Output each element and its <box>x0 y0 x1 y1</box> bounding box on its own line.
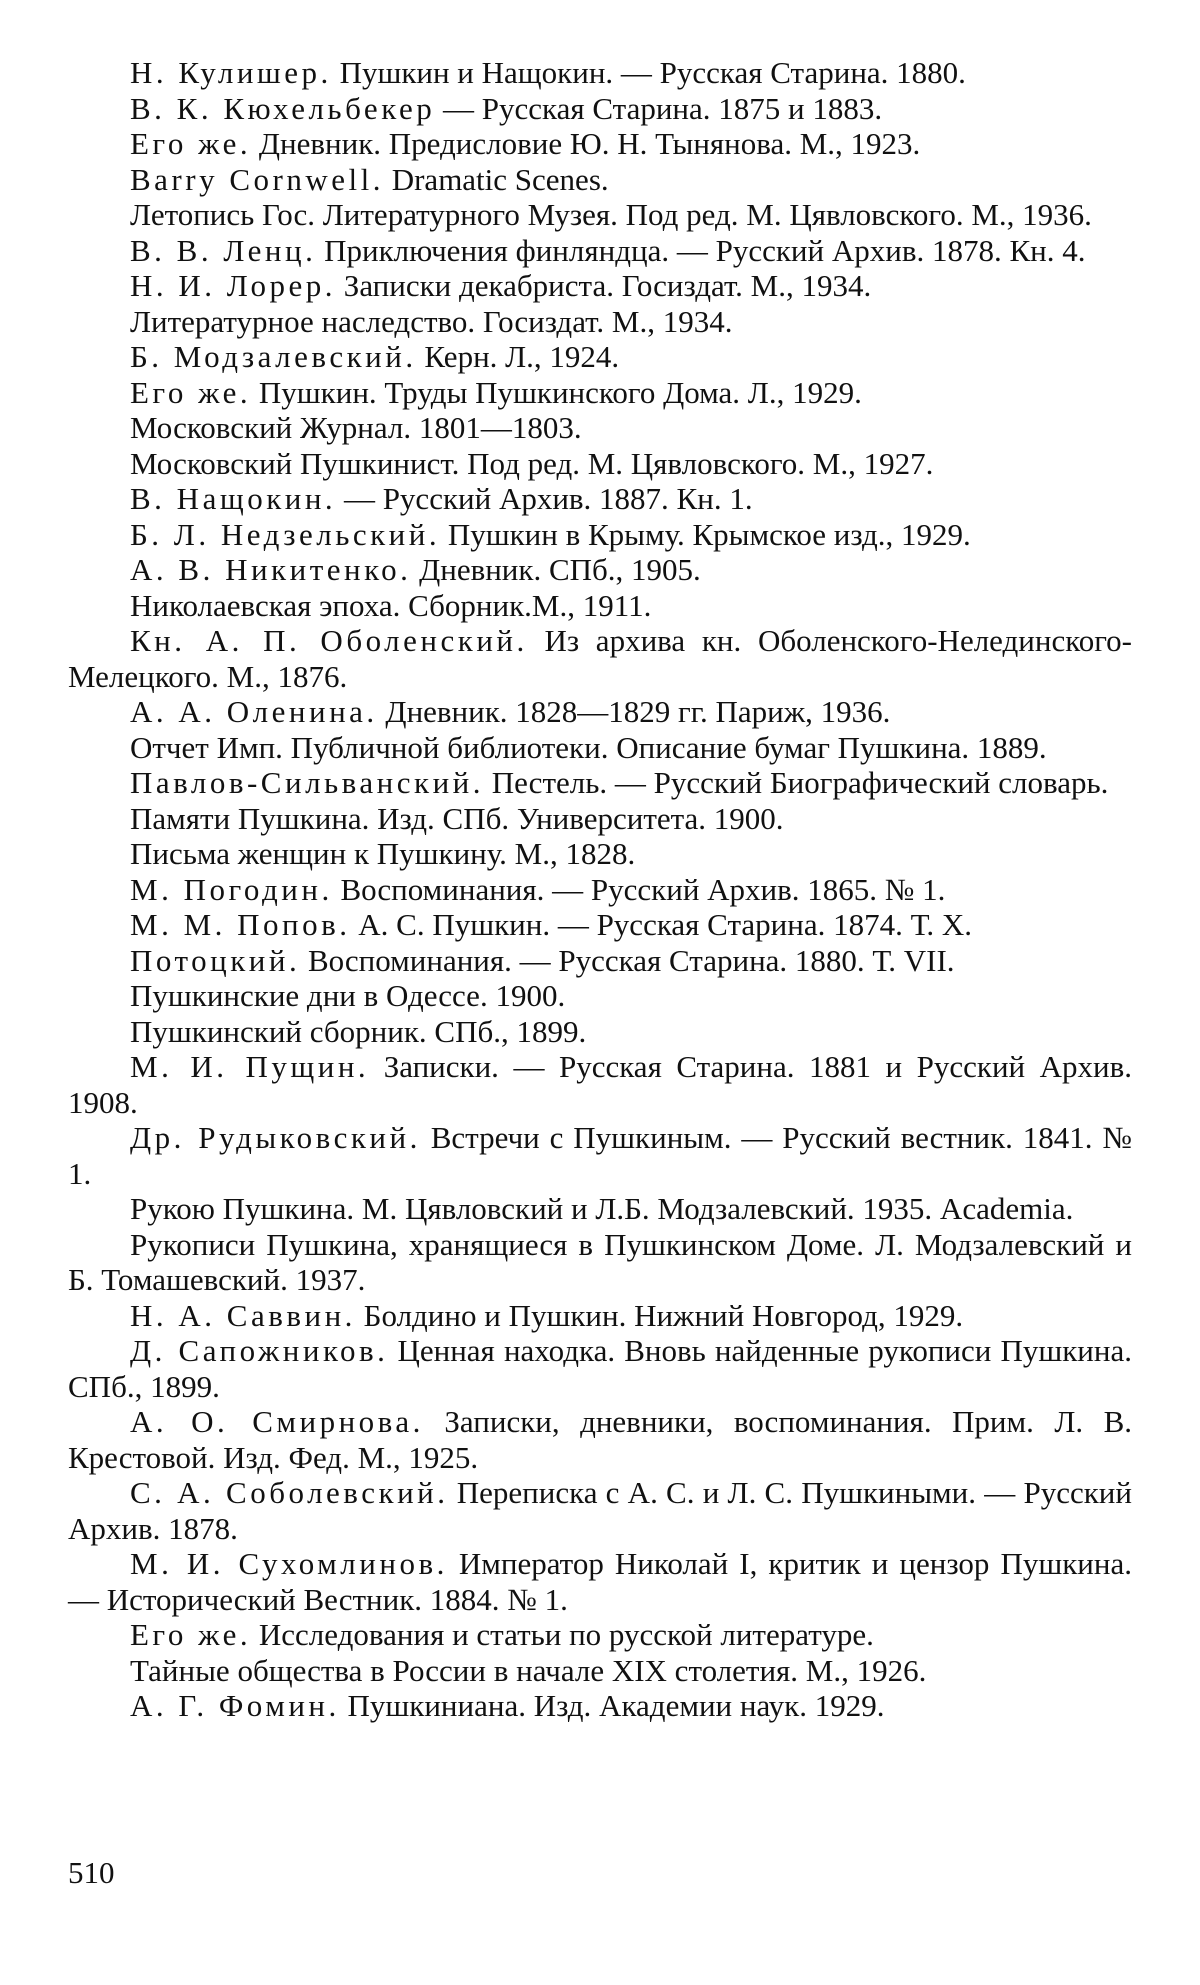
entry-author: С. А. Соболевский. <box>130 1475 449 1510</box>
bibliography-entry <box>68 446 1132 482</box>
bibliography-list <box>68 55 1132 1724</box>
bibliography-entry <box>68 162 1132 198</box>
entry-text: Приключения финляндца. — Русский Архив. 1878. Кн. 4. <box>316 232 1086 268</box>
bibliography-entry <box>68 1333 1132 1404</box>
entry-text: — Русская Старина. 1875 и 1883. <box>435 90 883 126</box>
entry-author: Др. Рудыковский. <box>130 1120 421 1155</box>
entry-text: Дневник. Предисловие Ю. Н. Тынянова. М., 1923. <box>251 126 921 161</box>
entry-text: Тайные общества в России в начале XIX столетия. М., 1926. <box>130 1652 927 1688</box>
bibliography-entry <box>68 233 1132 269</box>
bibliography-entry <box>68 1617 1132 1653</box>
bibliography-entry <box>68 836 1132 872</box>
bibliography-entry <box>68 552 1132 588</box>
bibliography-entry <box>68 268 1132 304</box>
entry-text: Записки декабриста. Госиздат. М., 1934. <box>336 268 872 303</box>
entry-text: Исследования и статьи по русской литературе. <box>251 1617 874 1652</box>
entry-text: Отчет Имп. Публичной библиотеки. Описание бумаг Пушкина. 1889. <box>130 729 1047 765</box>
bibliography-entry <box>68 55 1132 91</box>
entry-text: Из архива кн. Оболенского-Нелединского-Мелецкого. М., 1876. <box>68 623 1132 694</box>
bibliography-entry <box>68 410 1132 446</box>
entry-text: Пушкин. Труды Пушкинского Дома. Л., 1929. <box>251 374 862 410</box>
bibliography-entry <box>68 1120 1132 1191</box>
entry-author: Д. Сапожников. <box>130 1333 389 1368</box>
entry-author: Потоцкий. <box>130 942 301 978</box>
entry-author: Павлов-Сильванский. <box>130 765 485 800</box>
bibliography-entry <box>68 623 1132 694</box>
entry-author: А. О. Смирнова. <box>130 1404 424 1439</box>
entry-author: Его же. <box>130 374 252 410</box>
entry-author: М. И. Сухомлинов. <box>130 1546 448 1581</box>
bibliography-entry <box>68 1298 1132 1334</box>
entry-author: Его же. <box>130 1617 252 1652</box>
entry-author: М. М. Попов. <box>130 907 351 942</box>
bibliography-entry <box>68 1191 1132 1227</box>
bibliography-entry <box>68 801 1132 837</box>
entry-author: Б. Л. Недзельский. <box>130 516 441 552</box>
bibliography-entry <box>68 978 1132 1014</box>
bibliography-entry <box>68 1049 1132 1120</box>
entry-text: Николаевская эпоха. Сборник.М., 1911. <box>130 587 652 623</box>
bibliography-entry <box>68 375 1132 411</box>
entry-text: Воспоминания. — Русская Старина. 1880. Т. VII. <box>300 942 955 978</box>
entry-author: Н. Кулишер. <box>130 55 332 90</box>
entry-author: А. А. Оленина. <box>130 694 378 729</box>
entry-text: Записки, дневники, воспоминания. Прим. Л. В. Крестовой. Изд. Фед. М., 1925. <box>68 1404 1132 1475</box>
bibliography-entry <box>68 730 1132 766</box>
entry-text: Император Николай I, критик и цензор Пушкина. — Исторический Вестник. 1884. № 1. <box>68 1546 1132 1617</box>
entry-text: Записки. — Русская Старина. 1881 и Русский Архив. 1908. <box>68 1049 1133 1120</box>
entry-author: М. Погодин. <box>130 871 333 907</box>
entry-author: В. В. Ленц. <box>130 232 317 268</box>
bibliography-entry <box>68 304 1132 340</box>
bibliography-entry <box>68 1546 1132 1617</box>
entry-text: Воспоминания. — Русский Архив. 1865. № 1. <box>332 871 946 907</box>
bibliography-entry <box>68 339 1132 375</box>
entry-author: М. И. Пущин. <box>130 1049 370 1084</box>
bibliography-entry <box>68 91 1132 127</box>
entry-text: Летопись Гос. Литературного Музея. Под ред. М. Цявловского. М., 1936. <box>130 197 1092 232</box>
entry-text: Пестель. — Русский Биографический словарь. <box>484 765 1109 800</box>
entry-author: Н. И. Лорер. <box>130 268 337 303</box>
entry-text: Керн. Л., 1924. <box>416 339 620 374</box>
entry-text: Дневник. СПб., 1905. <box>411 552 701 587</box>
entry-text: Дневник. 1828—1829 гг. Париж, 1936. <box>377 694 891 729</box>
entry-text: А. С. Пушкин. — Русская Старина. 1874. Т. X. <box>350 907 973 942</box>
entry-author: А. Г. Фомин. <box>130 1688 340 1723</box>
entry-text: Рукописи Пушкина, хранящиеся в Пушкинском Доме. Л. Модзалевский и Б. Томашевский. 1937. <box>68 1226 1132 1297</box>
bibliography-entry <box>68 1653 1132 1689</box>
bibliography-entry <box>68 588 1132 624</box>
entry-author: Б. Модзалевский. <box>130 339 417 374</box>
page-number: 510 <box>68 1855 115 1890</box>
bibliography-entry <box>68 481 1132 517</box>
entry-text: Пушкинский сборник. СПб., 1899. <box>130 1013 587 1049</box>
bibliography-entry <box>68 1475 1132 1546</box>
entry-text: Литературное наследство. Госиздат. М., 1934. <box>130 303 733 339</box>
bibliography-entry <box>68 1688 1132 1724</box>
entry-text: Московский Журнал. 1801—1803. <box>130 410 582 445</box>
bibliography-entry <box>68 1227 1132 1298</box>
entry-text: Болдино и Пушкин. Нижний Новгород, 1929. <box>355 1297 964 1333</box>
entry-text: Переписка с А. С. и Л. С. Пушкиными. — Русский Архив. 1878. <box>68 1475 1132 1546</box>
bibliography-entry <box>68 872 1132 908</box>
bibliography-entry <box>68 517 1132 553</box>
entry-text: Пушкиниана. Изд. Академии наук. 1929. <box>339 1688 885 1723</box>
entry-text: Рукою Пушкина. М. Цявловский и Л.Б. Модзалевский. 1935. Academia. <box>130 1191 1074 1226</box>
entry-author: В. Нащокин. <box>130 481 337 516</box>
entry-text: Памяти Пушкина. Изд. СПб. Университета. 1900. <box>130 800 784 836</box>
entry-author: Его же. <box>130 126 252 161</box>
bibliography-entry <box>68 765 1132 801</box>
bibliography-entry <box>68 907 1132 943</box>
entry-text: Ценная находка. Вновь найденные рукописи Пушкина. СПб., 1899. <box>68 1333 1132 1404</box>
entry-text: Московский Пушкинист. Под ред. М. Цявловского. М., 1927. <box>130 445 934 481</box>
entry-text: Dramatic Scenes. <box>383 161 609 197</box>
bibliography-entry <box>68 126 1132 162</box>
bibliography-entry <box>68 694 1132 730</box>
bibliography-entry <box>68 197 1132 233</box>
entry-author: Barry Cornwell. <box>130 161 384 197</box>
bibliography-entry <box>68 943 1132 979</box>
entry-author: Н. А. Саввин. <box>130 1297 356 1333</box>
entry-text: — Русский Архив. 1887. Кн. 1. <box>336 481 753 516</box>
entry-text: Пушкинские дни в Одессе. 1900. <box>130 978 566 1013</box>
entry-text: Пушкин и Нащокин. — Русская Старина. 1880. <box>331 55 966 90</box>
bibliography-entry <box>68 1404 1132 1475</box>
entry-author: А. В. Никитенко. <box>130 552 412 587</box>
entry-author: В. К. Кюхельбекер <box>130 90 436 126</box>
entry-text: Пушкин в Крыму. Крымское изд., 1929. <box>440 516 971 552</box>
entry-text: Письма женщин к Пушкину. М., 1828. <box>130 836 636 871</box>
entry-text: Встречи с Пушкиным. — Русский вестник. 1841. № 1. <box>68 1120 1132 1191</box>
entry-author: Кн. А. П. Оболенский. <box>130 623 528 658</box>
bibliography-entry <box>68 1014 1132 1050</box>
